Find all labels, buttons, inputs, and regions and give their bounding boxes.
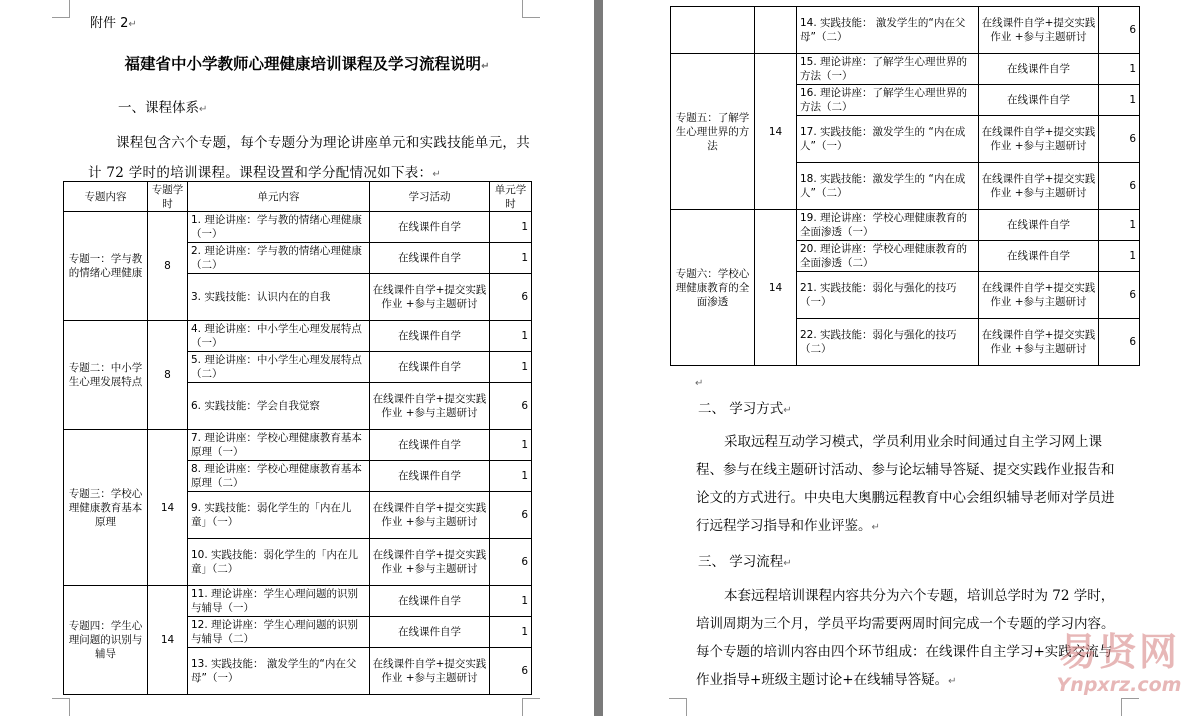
unit-hours-cell: 6	[490, 274, 532, 321]
unit-content-header: 单元内容	[188, 182, 370, 212]
margin-corner-mark	[522, 0, 540, 18]
learning-process-paragraph: 本套远程培训课程内容共分为六个专题，培训总学时为 72 学时，培训周期为三个月，学员平均需要两周时间完成一个专题的学习内容。每个专题的培训内容由四个环节组成：在线课件自主学习+实践交流与作业指导+班级主题讨论+在线辅导答疑。↵	[696, 588, 1115, 688]
unit-hours-cell: 6	[490, 539, 532, 586]
unit-hours-cell: 1	[490, 352, 532, 383]
learning-activity-cell: 在线课件自学+提交实践作业 +参与主题研讨	[979, 116, 1099, 163]
section-heading-learning-mode: 二、 学习方式↵	[698, 401, 792, 417]
unit-content-cell: 6. 实践技能：学会自我觉察	[188, 383, 370, 430]
course-table-part2	[670, 6, 1140, 366]
table-row	[64, 430, 532, 461]
table-row	[64, 321, 532, 352]
unit-hours-cell: 1	[1099, 54, 1140, 85]
topic-hours-cell: 8	[148, 212, 188, 321]
topic-header: 专题内容	[64, 182, 148, 212]
unit-content-cell: 1. 理论讲座：学与教的情绪心理健康（一）	[188, 212, 370, 243]
unit-hours-cell: 1	[490, 430, 532, 461]
unit-content-cell: 11. 理论讲座：学生心理问题的识别与辅导（一）	[188, 586, 370, 617]
learning-activity-cell: 在线课件自学	[370, 321, 490, 352]
unit-hours-cell: 1	[490, 321, 532, 352]
margin-corner-mark	[669, 698, 687, 716]
unit-hours-cell: 1	[490, 586, 532, 617]
topic-name-cell: 专题二：中小学生心理发展特点	[64, 321, 148, 430]
unit-content-cell: 5. 理论讲座：中小学生心理发展特点（二）	[188, 352, 370, 383]
topic-name-cell: 专题六：学校心理健康教育的全面渗透	[671, 210, 755, 366]
margin-corner-mark	[1121, 698, 1139, 716]
table-row	[64, 586, 532, 617]
topic-hours-continuation-cell	[755, 7, 797, 54]
topic-hours-cell: 14	[148, 586, 188, 695]
learning-activity-cell: 在线课件自学+提交实践作业 +参与主题研讨	[979, 163, 1099, 210]
watermark-en-text: Ynpxrz.com	[1056, 674, 1182, 696]
unit-content-cell: 22. 实践技能：弱化与强化的技巧（二）	[797, 319, 979, 366]
unit-hours-cell: 1	[1099, 85, 1140, 116]
unit-hours-cell: 6	[1099, 272, 1140, 319]
unit-content-cell: 10. 实践技能：弱化学生的「内在儿童」（二）	[188, 539, 370, 586]
margin-corner-mark	[52, 0, 70, 18]
learning-activity-cell: 在线课件自学	[370, 243, 490, 274]
unit-content-cell: 2. 理论讲座：学与教的情绪心理健康（二）	[188, 243, 370, 274]
topic-name-cell: 专题一：学与教的情绪心理健康	[64, 212, 148, 321]
unit-hours-cell: 6	[490, 383, 532, 430]
learning-activity-cell: 在线课件自学	[370, 617, 490, 648]
unit-hours-cell: 6	[490, 648, 532, 695]
margin-corner-mark	[52, 698, 70, 716]
unit-hours-cell: 6	[490, 492, 532, 539]
course-table-part1	[63, 181, 532, 695]
intro-paragraph: 课程包含六个专题，每个专题分为理论讲座单元和实践技能单元，共计 72 学时的培训课程。课程设置和学分配情况如下表：↵	[88, 135, 530, 181]
learning-activity-cell: 在线课件自学	[979, 241, 1099, 272]
learning-activity-cell: 在线课件自学	[979, 85, 1099, 116]
learning-activity-cell: 在线课件自学+提交实践作业 +参与主题研讨	[370, 383, 490, 430]
topic-hours-cell: 14	[755, 210, 797, 366]
unit-hours-cell: 1	[490, 212, 532, 243]
document-page-left	[0, 0, 594, 716]
section-heading-learning-process: 三、 学习流程↵	[698, 554, 792, 570]
topic-continuation-cell	[671, 7, 755, 54]
document-title: 福建省中小学教师心理健康培训课程及学习流程说明↵	[124, 54, 490, 73]
unit-hours-cell: 1	[490, 617, 532, 648]
learning-activity-cell: 在线课件自学	[370, 430, 490, 461]
unit-hours-cell: 6	[1099, 319, 1140, 366]
unit-content-cell: 21. 实践技能：弱化与强化的技巧（一）	[797, 272, 979, 319]
topic-name-cell: 专题三：学校心理健康教育基本原理	[64, 430, 148, 586]
learning-activity-cell: 在线课件自学	[370, 586, 490, 617]
learning-activity-cell: 在线课件自学+提交实践作业 +参与主题研讨	[979, 319, 1099, 366]
learning-activity-cell: 在线课件自学	[370, 212, 490, 243]
learning-activity-cell: 在线课件自学+提交实践作业 +参与主题研讨	[370, 274, 490, 321]
table-header-row	[64, 182, 532, 212]
unit-content-cell: 13. 实践技能： 激发学生的“内在父母”（一）	[188, 648, 370, 695]
unit-content-cell: 14. 实践技能： 激发学生的“内在父母”（二）	[797, 7, 979, 54]
unit-hours-cell: 6	[1099, 7, 1140, 54]
topic-name-cell: 专题五：了解学生心理世界的方法	[671, 54, 755, 210]
unit-hours-header: 单元学时	[490, 182, 532, 212]
unit-content-cell: 18. 实践技能：激发学生的 “内在成人”（二）	[797, 163, 979, 210]
topic-hours-cell: 14	[755, 54, 797, 210]
learning-activity-cell: 在线课件自学+提交实践作业 +参与主题研讨	[370, 539, 490, 586]
unit-content-cell: 17. 实践技能：激发学生的 “内在成人”（一）	[797, 116, 979, 163]
topic-hours-header: 专题学时	[148, 182, 188, 212]
topic-hours-cell: 14	[148, 430, 188, 586]
watermark-cn-text: 易贤网	[1058, 630, 1179, 674]
learning-activity-cell: 在线课件自学+提交实践作业 +参与主题研讨	[370, 648, 490, 695]
margin-corner-mark	[522, 698, 540, 716]
learning-activity-cell: 在线课件自学	[979, 54, 1099, 85]
table-row	[64, 212, 532, 243]
unit-content-cell: 20. 理论讲座：学校心理健康教育的全面渗透（二）	[797, 241, 979, 272]
table-row	[671, 7, 1140, 54]
unit-content-cell: 12. 理论讲座：学生心理问题的识别与辅导（二）	[188, 617, 370, 648]
unit-content-cell: 3. 实践技能：认识内在的自我	[188, 274, 370, 321]
unit-hours-cell: 1	[1099, 241, 1140, 272]
topic-hours-cell: 8	[148, 321, 188, 430]
learning-activity-cell: 在线课件自学	[370, 352, 490, 383]
unit-hours-cell: 1	[490, 461, 532, 492]
unit-content-cell: 16. 理论讲座：了解学生心理世界的方法（二）	[797, 85, 979, 116]
unit-content-cell: 19. 理论讲座：学校心理健康教育的全面渗透（一）	[797, 210, 979, 241]
attachment-label: 附件 2↵	[90, 16, 137, 31]
unit-hours-cell: 1	[1099, 210, 1140, 241]
unit-content-cell: 15. 理论讲座：了解学生心理世界的方法（一）	[797, 54, 979, 85]
learning-mode-paragraph: 采取远程互动学习模式，学员利用业余时间通过自主学习网上课程、参与在线主题研讨活动、参与论坛辅导答疑、提交实践作业报告和论文的方式进行。中央电大奥鹏远程教育中心会组织辅导老师对学员进行远程学习指导和作业评鉴。↵	[696, 434, 1115, 534]
activity-header: 学习活动	[370, 182, 490, 212]
learning-activity-cell: 在线课件自学	[370, 461, 490, 492]
site-watermark	[1040, 630, 1198, 696]
table-row	[671, 210, 1140, 241]
section-heading-course-system: 一、课程体系↵	[118, 100, 208, 116]
paragraph-mark: ↵	[695, 378, 704, 389]
learning-activity-cell: 在线课件自学+提交实践作业 +参与主题研讨	[370, 492, 490, 539]
table-row	[671, 54, 1140, 85]
unit-hours-cell: 6	[1099, 116, 1140, 163]
unit-content-cell: 7. 理论讲座：学校心理健康教育基本原理（一）	[188, 430, 370, 461]
learning-activity-cell: 在线课件自学+提交实践作业 +参与主题研讨	[979, 7, 1099, 54]
unit-content-cell: 9. 实践技能：弱化学生的「内在儿童」（一）	[188, 492, 370, 539]
unit-content-cell: 4. 理论讲座：中小学生心理发展特点（一）	[188, 321, 370, 352]
unit-hours-cell: 1	[490, 243, 532, 274]
learning-activity-cell: 在线课件自学+提交实践作业 +参与主题研讨	[979, 272, 1099, 319]
unit-content-cell: 8. 理论讲座：学校心理健康教育基本原理（二）	[188, 461, 370, 492]
topic-name-cell: 专题四：学生心理问题的识别与辅导	[64, 586, 148, 695]
unit-hours-cell: 6	[1099, 163, 1140, 210]
learning-activity-cell: 在线课件自学	[979, 210, 1099, 241]
